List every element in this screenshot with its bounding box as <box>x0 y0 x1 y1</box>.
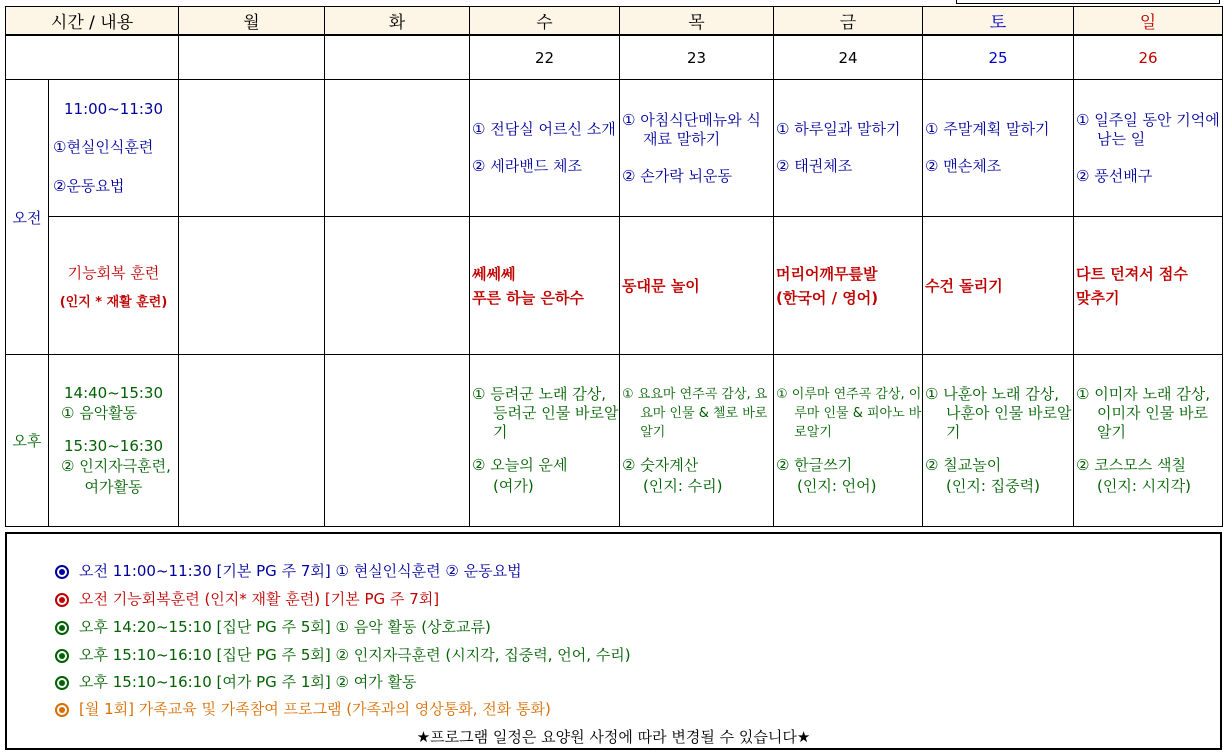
rehab-label-cell <box>49 217 179 355</box>
sun-afternoon-cell <box>1074 355 1223 527</box>
date-fri: 24 <box>774 35 923 80</box>
afternoon-label: 오후 <box>6 355 49 527</box>
afternoon-item-c: (인지: 수리) <box>643 477 723 495</box>
morning-prog2: ②운동요법 <box>53 177 125 195</box>
legend-row-6 <box>55 698 551 719</box>
rehab-line-b: 맞추기 <box>1076 288 1120 307</box>
sun-morning-cell <box>1074 80 1223 217</box>
legend-row-3 <box>55 616 491 637</box>
rehab-line-a: 다트 던져서 점수 <box>1076 264 1188 283</box>
wed-afternoon-cell <box>470 355 620 527</box>
morning-item-b: ② 풍선배구 <box>1076 166 1153 185</box>
afternoon-item-b: ② 숫자계산 <box>622 456 699 474</box>
date-sun: 26 <box>1074 35 1223 80</box>
rehab-line-a: 동대문 놀이 <box>622 276 700 295</box>
morning-item-b: ② 맨손체조 <box>925 157 1002 175</box>
header-tue: 화 <box>325 7 470 36</box>
morning-item-b: ② 태권체조 <box>776 157 853 175</box>
afternoon-item-c: (여가) <box>493 477 534 495</box>
afternoon-prog1: ① 음악활동 <box>61 404 138 422</box>
legend-text: [월 1회] 가족교육 및 가족참여 프로그램 (가족과의 영상통화, 전화 통화) <box>79 700 551 718</box>
bullet-icon <box>55 621 69 635</box>
fri-rehab-cell <box>774 217 923 355</box>
morning-item-a: ① 아침식단메뉴와 식재료 말하기 <box>622 110 761 148</box>
wed-morning-cell <box>470 80 620 217</box>
legend-text: 오전 11:00~11:30 [기본 PG 주 7회] ① 현실인식훈련 ② 운동요법 <box>79 562 522 580</box>
date-thu: 23 <box>620 35 774 80</box>
rehab-line-a: 머리어깨무릎발 <box>776 264 878 283</box>
morning-time: 11:00~11:30 <box>63 100 164 118</box>
afternoon-item-c: (인지: 시지각) <box>1097 477 1191 495</box>
tue-rehab-cell <box>325 217 470 355</box>
afternoon-prog2b: 여가활동 <box>84 478 143 496</box>
legend-text: 오후 14:20~15:10 [집단 PG 주 5회] ① 음악 활동 (상호교류) <box>79 618 491 636</box>
morning-program-row <box>6 80 1223 217</box>
afternoon-item-b: ② 한글쓰기 <box>776 456 853 474</box>
header-sat: 토 <box>923 7 1074 36</box>
legend-row-2 <box>55 588 439 609</box>
afternoon-prog2: ② 인지자극훈련, <box>61 457 171 475</box>
rehab-line-a: 쎄쎄쎄 <box>472 264 516 283</box>
morning-rehab-row <box>6 217 1223 355</box>
afternoon-item-c: (인지: 집중력) <box>946 477 1040 495</box>
header-thu: 목 <box>620 7 774 36</box>
rehab-line-b: 푸른 하늘 은하수 <box>472 288 584 307</box>
afternoon-item-c: (인지: 언어) <box>797 477 877 495</box>
legend-text: 오후 15:10~16:10 [집단 PG 주 5회] ② 인지자극훈련 (시지각, 집중력, 언어, 수리) <box>79 646 631 664</box>
bullet-icon <box>55 703 69 717</box>
dates-row <box>6 35 1223 80</box>
afternoon-item-a: ① 이루마 연주곡 감상, 이루마 인물 & 피아노 바로알기 <box>776 387 922 440</box>
morning-item-a: ① 전담실 어르신 소개 <box>472 120 616 138</box>
bullet-icon <box>55 593 69 607</box>
sun-rehab-cell <box>1074 217 1223 355</box>
afternoon-item-b: ② 칠교놀이 <box>925 456 1002 474</box>
wed-rehab-cell <box>470 217 620 355</box>
tue-afternoon-cell <box>325 355 470 527</box>
legend-text: 오후 15:10~16:10 [여가 PG 주 1회] ② 여가 활동 <box>79 673 417 691</box>
legend-text: 오전 기능회복훈련 (인지* 재활 훈련) [기본 PG 주 7회] <box>79 590 440 608</box>
dates-empty <box>6 35 179 80</box>
morning-item-a: ① 일주일 동안 기억에 남는 일 <box>1076 110 1220 148</box>
date-wed: 22 <box>470 35 620 80</box>
change-notice: ★프로그램 일정은 요양원 사정에 따라 변경될 수 있습니다★ <box>416 728 811 746</box>
legend-row-5 <box>55 671 416 692</box>
thu-afternoon-cell <box>620 355 774 527</box>
afternoon-item-a: ① 나훈아 노래 감상, 나훈아 인물 바로알기 <box>925 385 1072 441</box>
afternoon-item-b: ② 오늘의 운세 <box>472 456 568 474</box>
mon-morning-cell <box>179 80 325 217</box>
morning-time-cell <box>49 80 179 217</box>
sat-afternoon-cell <box>923 355 1074 527</box>
afternoon-time2: 15:30~16:30 <box>63 437 164 455</box>
legend-row-4 <box>55 644 631 665</box>
thu-morning-cell <box>620 80 774 217</box>
header-row <box>6 7 1223 36</box>
tue-morning-cell <box>325 80 470 217</box>
morning-item-a: ① 주말계획 말하기 <box>925 120 1050 138</box>
header-sun: 일 <box>1074 7 1223 36</box>
date-sat: 25 <box>923 35 1074 80</box>
legend-box <box>5 532 1222 750</box>
header-wed: 수 <box>470 7 620 36</box>
mon-rehab-cell <box>179 217 325 355</box>
morning-item-b: ② 손가락 뇌운동 <box>622 166 732 185</box>
sat-morning-cell <box>923 80 1074 217</box>
morning-item-b: ② 세라밴드 체조 <box>472 157 582 175</box>
fri-morning-cell <box>774 80 923 217</box>
bullet-icon <box>55 565 69 579</box>
header-mon: 월 <box>179 7 325 36</box>
afternoon-item-a: ① 등려군 노래 감상, 등려군 인물 바로알기 <box>472 385 619 441</box>
date-mon <box>179 35 325 80</box>
bullet-icon <box>55 676 69 690</box>
morning-label: 오전 <box>6 80 49 355</box>
fri-afternoon-cell <box>774 355 923 527</box>
morning-prog1: ①현실인식훈련 <box>53 138 154 156</box>
afternoon-row <box>6 355 1223 527</box>
date-tue <box>325 35 470 80</box>
afternoon-item-b: ② 코스모스 색칠 <box>1076 456 1186 474</box>
morning-item-a: ① 하루일과 말하기 <box>776 120 901 138</box>
thu-rehab-cell <box>620 217 774 355</box>
rehab-sub: (인지 * 재활 훈련) <box>59 294 168 310</box>
header-time-content: 시간 / 내용 <box>6 7 179 36</box>
sat-rehab-cell <box>923 217 1074 355</box>
rehab-line-a: 수건 돌리기 <box>925 276 1003 295</box>
weekly-schedule-table <box>5 6 1223 527</box>
rehab-line-b: (한국어 / 영어) <box>776 288 879 307</box>
afternoon-time-cell <box>49 355 179 527</box>
legend-row-1 <box>55 560 522 581</box>
afternoon-time1: 14:40~15:30 <box>63 384 164 402</box>
header-fri: 금 <box>774 7 923 36</box>
bullet-icon <box>55 649 69 663</box>
mon-afternoon-cell <box>179 355 325 527</box>
rehab-label: 기능회복 훈련 <box>67 263 160 282</box>
afternoon-item-a: ① 이미자 노래 감상, 이미자 인물 바로알기 <box>1076 385 1210 441</box>
top-edge-box <box>956 0 1220 4</box>
afternoon-item-a: ① 요요마 연주곡 감상, 요요마 인물 & 첼로 바로알기 <box>622 387 768 440</box>
